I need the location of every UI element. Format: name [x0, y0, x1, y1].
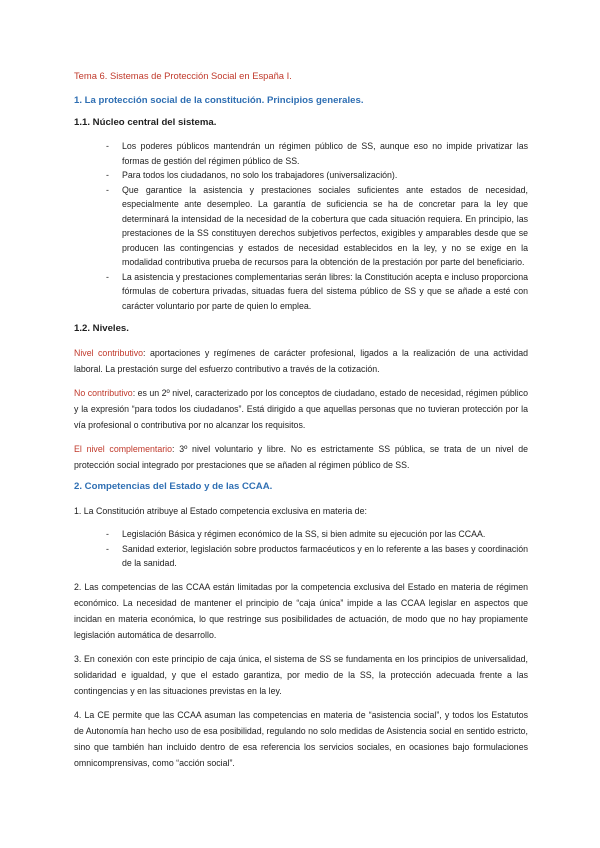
level-text: : aportaciones y regímenes de carácter profesional, ligados a la realización de una actividad laboral. La prestación surge del esfuerzo contributivo a través de la cotización.: [74, 348, 528, 374]
level-label: No contributivo: [74, 388, 133, 398]
paragraph-1: 1. La Constitución atribuye al Estado competencia exclusiva en materia de:: [74, 506, 367, 516]
document-title: Tema 6. Sistemas de Protección Social en España I.: [74, 70, 292, 81]
subsection-1-1-heading: 1.1. Núcleo central del sistema.: [74, 117, 217, 128]
level-label: Nivel contributivo: [74, 348, 144, 358]
paragraph-4: 4. La CE permite que las CCAA asuman las competencias en materia de “asistencia social”, y todos los Estatutos de Autonomía han hecho uso de esa posibilidad, regulando no solo medidas de Asistencia social en sentido estricto, sino que también han incluido dentro de esa referencia los servicios sociales, en ocasiones bajo formulaciones omnicomprensivas, como “acción social”.: [74, 709, 528, 768]
section-2-heading: 2. Competencias del Estado y de las CCAA.: [74, 481, 273, 492]
list-item: - Legislación Básica y régimen económico de la SS, si bien admite su ejecución por las CCAA.: [106, 527, 528, 542]
core-principles-list: [74, 139, 528, 313]
level-paragraph-contributive: [74, 345, 528, 377]
subsection-1-2-heading: 1.2. Niveles.: [74, 323, 129, 334]
list-item: - Para todos los ciudadanos, no solo los trabajadores (universalización).: [106, 168, 528, 183]
list-item: - La asistencia y prestaciones complementarias serán libres: la Constitución acepta e incluso proporciona fórmulas de cobertura privadas, situadas fuera del sistema público de SS y que se añade a esté con carácter voluntario por parte de quien lo emplea.: [106, 270, 528, 314]
list-item: - Los poderes públicos mantendrán un régimen público de SS, aunque eso no impide privatizar las formas de gestión del régimen público de SS.: [106, 139, 528, 168]
list-item: - Que garantice la asistencia y prestaciones sociales suficientes ante estados de necesidad, especialmente ante desempleo. La garantía de suficiencia se ha de concretar para la ley que determinará la intensidad de la necesidad de la cobertura que cada situación requiera. En principio, las prestaciones de la SS constituyen derechos subjetivos perfectos, exigibles y amparables desde que se producen las contingencias y estados de necesidad establecidos en la ley, y no se exige en la modalidad contributiva prueba de recursos para la obtención de la prestación por parte del beneficiario.: [106, 183, 528, 270]
level-paragraph-non-contributive: [74, 385, 528, 433]
level-text: : 3º nivel voluntario y libre. No es estrictamente SS pública, se trata de un nivel de protección social integrado por prestaciones que se añaden al régimen público de SS.: [74, 444, 528, 470]
list-item: - Sanidad exterior, legislación sobre productos farmacéuticos y en lo referente a las bases y coordinación de la sanidad.: [106, 542, 528, 571]
level-label: El nivel complementario: [74, 444, 172, 454]
paragraph-2: 2. Las competencias de las CCAA están limitadas por la competencia exclusiva del Estado en materia de régimen económico. La necesidad de mantener el principio de “caja única” impide a las CCAA legislar en aspectos que incidan en materia económica, lo que restringe sus posibilidades de actuación, de modo que no hay propiamente legislación automática de desarrollo.: [74, 581, 528, 640]
level-paragraph-complementary: [74, 441, 528, 473]
section-1-heading: 1. La protección social de la constitución. Principios generales.: [74, 95, 364, 106]
level-text: : es un 2º nivel, caracterizado por los conceptos de ciudadano, estado de necesidad, régimen público y la expresión “para todos los ciudadanos”. Está dirigido a que aquellas personas que no tuvieran protección por la vía profesional o contributiva por no alcanzar los requisitos.: [74, 388, 528, 430]
paragraph-3: 3. En conexión con este principio de caja única, el sistema de SS se fundamenta en los principios de universalidad, solidaridad e igualdad, y que el estado garantiza, por medio de la SS, la protección adecuada frente a las contingencias y en las situaciones previstas en la ley.: [74, 653, 528, 696]
state-competences-list: [74, 527, 528, 571]
